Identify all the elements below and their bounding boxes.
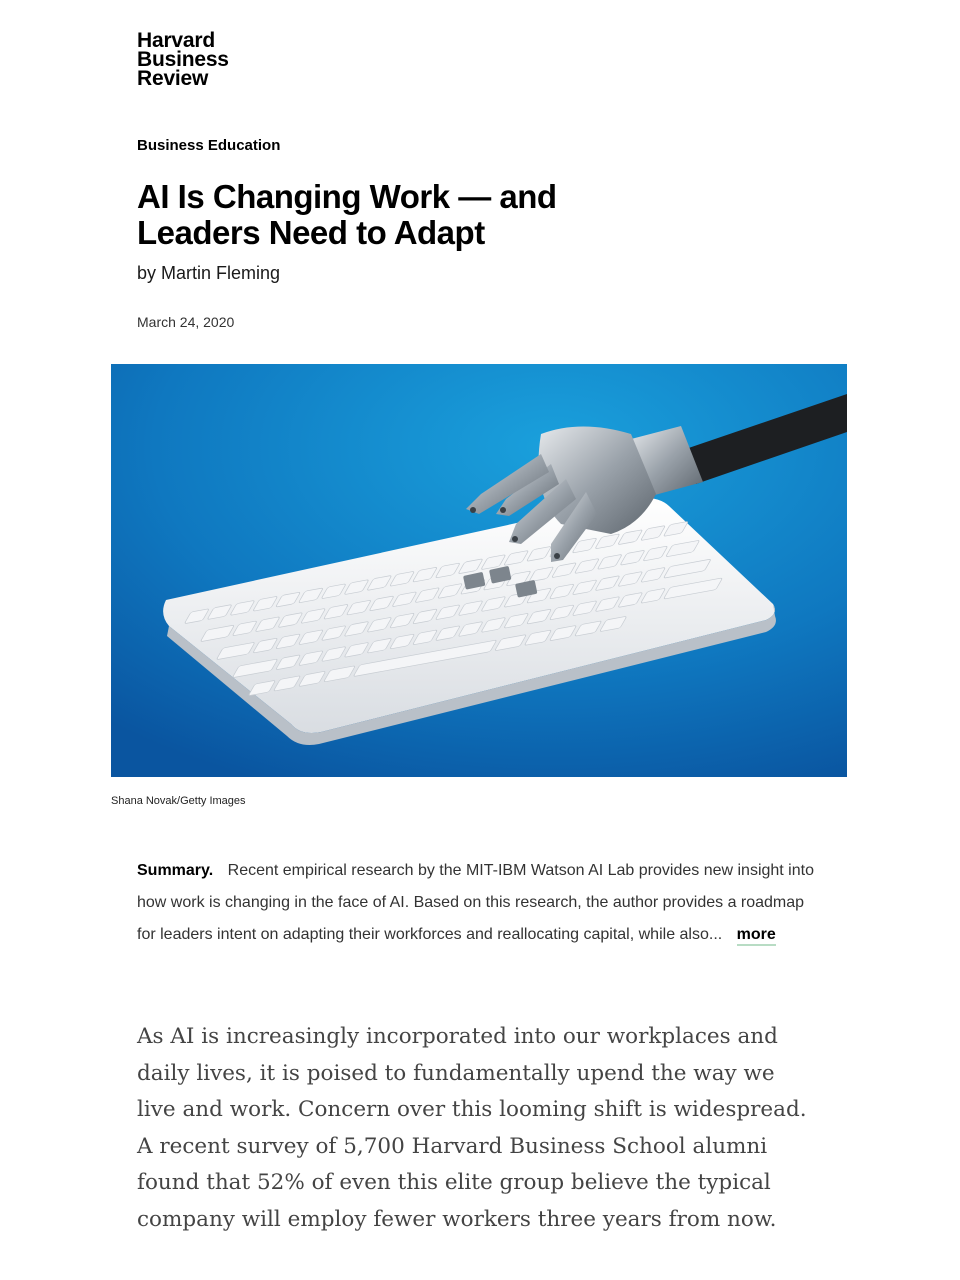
summary-label: Summary.	[137, 862, 214, 879]
article-body-paragraph: As AI is increasingly incorporated into our workplaces and daily lives, it is poised to fundamentally upend the way we live and work. Concern over this looming shift is widespread. A recent survey of 5,700 Harvard Business School alumni found that 52% of even this elite group believe the typical company will employ fewer workers three years from now.	[137, 1024, 807, 1232]
hbr-logo[interactable]	[137, 31, 229, 88]
publish-date: March 24, 2020	[137, 314, 235, 330]
more-link[interactable]: more	[737, 926, 776, 946]
logo-line-1: Harvard	[137, 29, 215, 52]
logo-line-3: Review	[137, 67, 209, 90]
author-byline[interactable]: by Martin Fleming	[137, 263, 281, 283]
summary-text: Recent empirical research by the MIT-IBM Watson AI Lab provides new insight into how work is changing in the face of AI. Based on this research, the author provides a roadmap for leaders intent on adapting their workforces and reallocating capital, while also...	[137, 862, 814, 943]
image-credit: Shana Novak/Getty Images	[111, 795, 246, 807]
article-title: AI Is Changing Work — and Leaders Need to Adapt	[137, 178, 557, 251]
hero-image	[111, 364, 847, 777]
topic-link[interactable]: Business Education	[137, 137, 281, 154]
logo-line-2: Business	[137, 48, 229, 71]
article-summary	[137, 855, 827, 951]
